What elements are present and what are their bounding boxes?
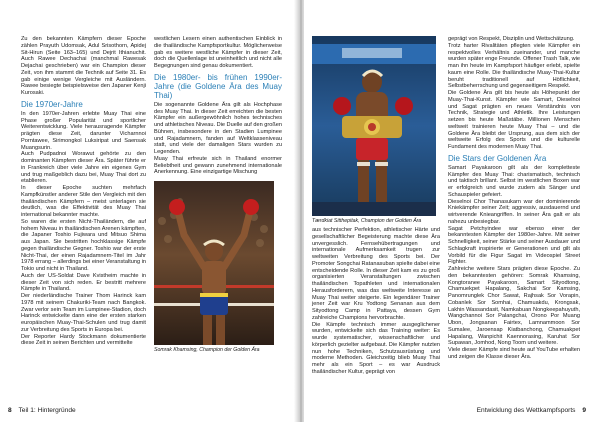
- page-number: 8: [8, 407, 12, 414]
- right-column-2: [448, 36, 580, 400]
- paragraph: Dieselnoi Chor Thanasukarn war der dominierende Kniekämpfer seiner Zeit; aggressiv, ausdauernd und wirtverende Knieangriffen. In seiner Ära galt er als nahezu unbesiegbar.: [448, 198, 580, 225]
- paragraph: westlichen Lesern einen authentischen Einblick in die thailändische Kampfsportkultur. Möglicherweise gab es weitere westliche Kämpfer in dieser Zeit, doch die Quellenlage ist uneinheitlich und nicht alle Begegnungen sind genau dokumentiert.: [154, 36, 282, 69]
- left-column-2: [154, 36, 282, 400]
- paragraph: In dieser Epoche suchten mehrfach Kampfkünstler anderer Stile den Vergleich mit den thailändischen Kämpfern – meist unterlagen sie deutlich, was die Effektivität des Muay Thai international bekannter machte.: [21, 185, 146, 218]
- photo-caption: Somrak Khamsing, Champion der Golden Ära: [154, 347, 260, 353]
- right-column-1: [312, 36, 440, 400]
- paragraph: Sagat Petchyindee war ebenso einer der bekanntesten Kämpfer der 1980er-Jahre. Mit seiner Schnelligkeit, seiner Stärke und seiner Ausdauer und Schlagkraft inspirierte er Generationen und gilt als Vorbild für die Figur Sagat im Videospiel Street Fighter.: [448, 225, 580, 266]
- footer-section-title: Teil 1: Hintergründe: [18, 407, 76, 414]
- section-heading-stars: Die Stars der Goldenen Ära: [448, 153, 547, 163]
- paragraph: Trotz harter Rivalitäten pflegten viele Kämpfer ein respektvolles Verhältnis zueinander, und manche wurden später enge Freunde. Offener Trash Talk, wie man ihn heute im Kampfsport häufiger erlebt, spielte kaum eine Rolle. Die thailändische Muay-Thai-Kultur beruht traditionell auf Höflichkeit, Selbstbeherrschung und gegenseitigem Respekt.: [448, 42, 580, 90]
- left-page: [0, 0, 296, 422]
- paragraph: In den 1970er-Jahren erlebte Muay Thai eine Phase großer Popularität und sportlicher Weiterentwicklung. Viele herausragende Kämpfer prägten diese Zeit, darunter Vicharnnoi Porntawee, Sirimongkol Luksiripat und Saensak Muangsurin.: [21, 110, 146, 151]
- paragraph: So waren die ersten Nicht-Thailändern, die auf hohem Niveau in thailändischen Arenen kämpften, die Japaner Toshio Fujiwara und Mitsuo Shima aus Japan. Sie bestritten hochklassige Kämpfe gegen thailändische Gegner. Toshio war der erste Nicht-Thai, der einen Rajadamnern-Titel im Jahr 1978 errang – allerdings bei einer Veranstaltung in Tokio und nicht in Thailand.: [21, 218, 146, 272]
- footer-section-title: Entwicklung des Wettkampfsports: [476, 407, 576, 414]
- right-column-1-text: [312, 227, 440, 376]
- right-page: [304, 0, 600, 422]
- paragraph: aus technischer Perfektion, athletischer Härte und gesellschaftlicher Begeisterung machte diese Ära unvergesslich. Fernsehübertragungen und internationale Aufmerksamkeit trugen zur weltweiten Verbreitung des Sports bei. Der Promoter Songchai Ratanasuban spielte dabei eine entscheidende Rolle. In dieser Zeit kam es zu groß organisierten Veranstaltungen zwischen thailändischen Topathleten und internationalen Herausforderern, was das weltweite Interesse an Muay Thai weiter steigerte. Ein legendärer Trainer jener Zeit war Kru Yodtong Senanan aus dem Sityodtong Camp in Pattaya, dessen Gym zahlreiche Champions hervorbrachte.: [312, 227, 440, 321]
- page-number: 9: [582, 407, 586, 414]
- paragraph: Die sogenannte Goldene Ära gilt als Hochphase des Muay Thai. In dieser Zeit erreichten die besten Kämpfer ein außergewöhnlich hohes technisches und athletisches Niveau. Die Duelle auf den großen Bühnen, insbesondere in den Stadien Lumpinee und Rajadamnern, fanden auf Weltklasseniveau statt, und viele der damaligen Stars wurden zu Legenden.: [154, 101, 282, 155]
- photo-caption: Tærdkiat Sitthepitak, Champion der Golden Ära: [312, 218, 422, 224]
- photo-taerdkiat: [312, 36, 436, 216]
- paragraph: Viele dieser Kämpfe sind heute auf YouTube erhalten und zeigen die Klasse dieser Ära.: [448, 347, 580, 360]
- section-heading-1970s: Die 1970er-Jahre: [21, 99, 83, 109]
- champion-photo-illustration: [312, 36, 436, 216]
- left-column-1: [21, 36, 146, 400]
- paragraph: Auch Pudpadnoi Worawut gehörte zu den dominanten Kämpfern dieser Ära. Später führte er in Frankreich über viele Jahre ein eigenes Gym und trug maßgeblich dazu bei, Muay Thai dort zu etablieren.: [21, 151, 146, 185]
- paragraph: Der niederländische Trainer Thom Harinck kam 1978 mit seinem Chakuriki-Team nach Bangkok. Zwar verlor sein Team im Lumpinee-Stadion, doch Harinck entwickelte dann eine der ersten starken europäischen Muay-Thai-Schulen und trug damit zur Verbreitung des Sports in Europa bei.: [21, 293, 146, 333]
- section-heading-golden-era: Die 1980er- bis frühen 1990er-Jahre (die Goldene Ära des Muay Thai): [154, 72, 282, 100]
- paragraph: Samart Payakaroon gilt als der kompletteste Kämpfer des Muay Thai: charismatisch, technisch und taktisch brillant. Selbst im westlichen Boxen war er erfolgreich und wurde zudem als Sänger und Schauspieler gefeiert.: [448, 164, 580, 198]
- boxer-photo-illustration: [154, 181, 274, 345]
- photo-somrak-khamsing: [154, 181, 274, 345]
- paragraph: Zu den bekannten Kämpfern dieser Epoche zählen Prayuth Udomsak, Adul Srisothorn, Apidej Sit-Hirun (Seite 163–165) und Dejrit Ithianuchit. Auch Rawee Dechachai (manchmal Rawesak Dejachai geschrieben) war ein Champion dieser Zeit, von ihm stammt die Technik auf Seite 31. Es gab einige wenige Vergleiche mit Ausländern. Rawee besiegte beispielsweise den Japaner Kenji Kurosaki.: [21, 36, 146, 96]
- paragraph: Zahlreiche weitere Stars prägten diese Epoche. Zu den bekanntesten gehören: Somrak Khamsing, Kongtoranee Payakaroon, Samart Sityodtong, Chamuekpet Hapalang, Sakchai Sor Kamsing, Panomrunglek Chor Sawat, Rajhsak Sor Vorapin, Cobanlek Sor Somhai, Chamuakdu, Krongsak, Lakhin Wassandasit, Namkabuan Nongkeepahuyuth, Wangchannoi Sor Palangchai, Orono Por Muang Ubon, Jongsanan Fairtex, Lamnammoon Sor Sumalee, Jaroensap Kiatbanchong, Chamuakpet Hapalang, Wanpichit Kaennorasing, Karuhat Sor Supawan, Jomhod, Nong Toom und weitere.: [448, 266, 580, 347]
- left-page-footer: [8, 407, 76, 414]
- paragraph: Muay Thai erfreute sich in Thailand enormer Beliebtheit und gewann zunehmend internationale Anerkennung. Eine einzigartige Mischung: [154, 155, 282, 176]
- paragraph: Die Goldene Ära gilt bis heute als Höhepunkt der Muay-Thai-Kunst. Kämpfer wie Samart, Dieselnoi und Sagat prägten en neues Verständnis von Technik, Strategie und Athletik. Ihre Leistungen setzen bis heute Maßstäbe. Millionen Menschen weltweit trainieren heute Muay Thai – und die Goldene Ära bleibt der Ursprung, aus dem sich der weltweite Erfolg des Sports und die kulturelle Fundament des modernen Muay Thai.: [448, 90, 580, 150]
- right-page-footer: [477, 407, 586, 414]
- paragraph: Die Kämpfe technisch immer ausgeglichener wurden, entwickelte sich das Training weiter: Es wurde systematischer, wissenschaftlicher und körperlich gezielter aufgebaut. Die Kämpfer nutzten nun hohe Techniken, Schutzausrüstung und moderne Methoden. Gleichzeitig blieb Muay Thai mehr als ein Sport – es war Ausdruck thailändischer Kultur, geprägt von: [312, 321, 440, 375]
- paragraph: Der Reporter Hardy Stockmann dokumentierte diese Zeit in seinen Berichten und vermittelte: [21, 333, 146, 347]
- paragraph: geprägt von Respekt, Disziplin und Wettschätzung.: [448, 36, 575, 42]
- paragraph: Auch der US-Soldat Dave Kvistheim machte in dieser Zeit von sich reden. Er bestritt mehrere Kämpfe in Thailand.: [21, 272, 146, 293]
